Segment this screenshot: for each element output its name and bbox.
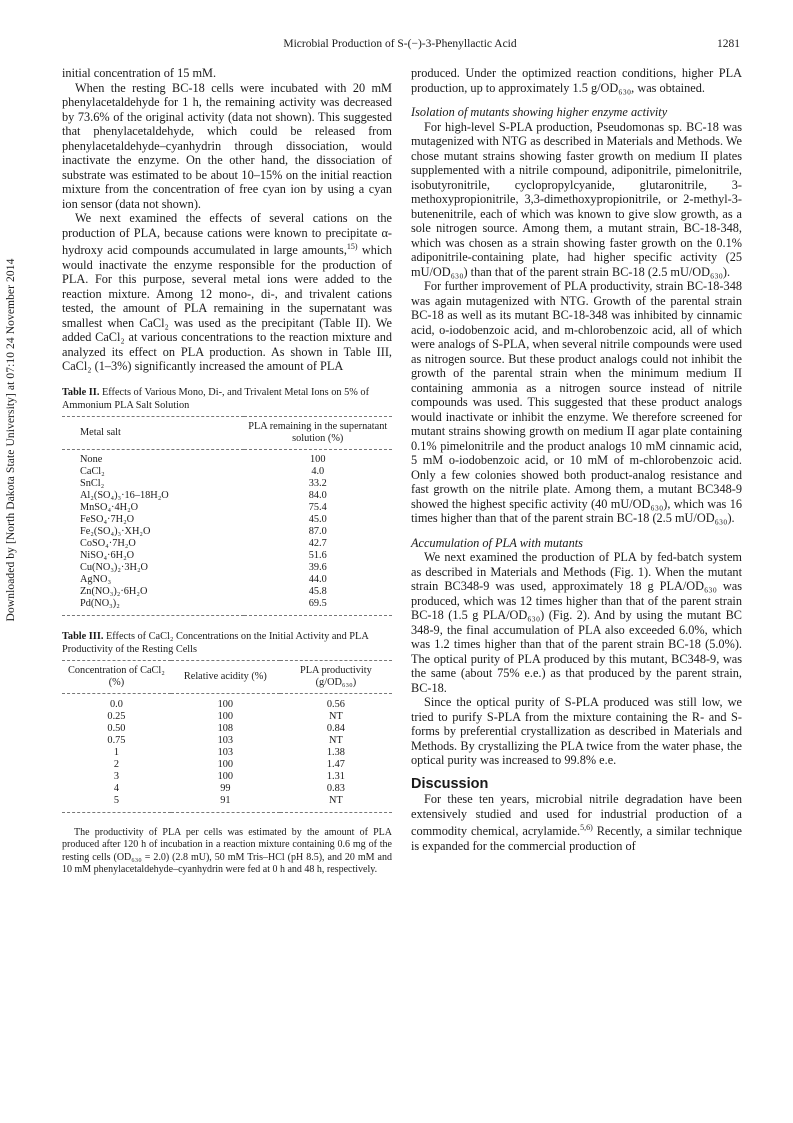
table3-header-acidity: Relative acidity (%) xyxy=(183,670,267,682)
table-row xyxy=(62,574,392,586)
table-row xyxy=(62,478,392,490)
prod-cell: NT xyxy=(329,710,343,722)
paragraph xyxy=(411,792,742,853)
table3 xyxy=(62,660,392,813)
table-row xyxy=(62,586,392,598)
conc-cell: 3 xyxy=(113,770,120,782)
acidity-cell: 100 xyxy=(217,770,234,782)
table-row xyxy=(62,466,392,478)
table-row xyxy=(62,526,392,538)
prod-cell: 0.56 xyxy=(326,698,345,710)
acidity-cell: 91 xyxy=(220,794,231,806)
table-row xyxy=(62,550,392,562)
acidity-cell: 103 xyxy=(217,746,234,758)
metal-salt-cell: Cu(NO₃)₂·3H₂O xyxy=(80,561,148,573)
reference-marker: 5,6) xyxy=(580,823,593,832)
table2 xyxy=(62,416,392,616)
pla-remaining-cell: 4.0 xyxy=(311,465,325,477)
metal-salt-cell: Pd(NO₃)₂ xyxy=(80,597,120,609)
right-column xyxy=(411,66,742,853)
table2-label: Table II. xyxy=(62,386,100,398)
pla-remaining-cell: 42.7 xyxy=(308,537,327,549)
table2-caption xyxy=(62,386,392,412)
prod-cell: 1.38 xyxy=(326,746,345,758)
pla-remaining-cell: 84.0 xyxy=(308,489,327,501)
text-run: For these ten years, microbial nitrile degradation have been extensively studied and used for industrial production of a commodity chemical, acrylamide. xyxy=(411,792,742,838)
metal-salt-cell: Zn(NO₃)₂·6H₂O xyxy=(80,585,148,597)
table-row xyxy=(62,795,392,807)
table-row xyxy=(62,735,392,747)
table3-footnote: The productivity of PLA per cells was estimated by the amount of PLA produced after 120 h of incubation in a reaction mixture containing 0.6 mg of the resting cells (OD₆₃₀ = 2.0) (2.8 mU), 50 mM Tris–HCl (pH 8.5), and 20 mM and 10 mM phenylacetaldehyde–cyanhydrin were fed at 0 h and 48 h, respectively. xyxy=(62,826,392,875)
table-row xyxy=(62,723,392,735)
prod-cell: 1.47 xyxy=(326,758,345,770)
metal-salt-cell: Fe₂(SO₄)₃·XH₂O xyxy=(80,525,151,537)
metal-salt-cell: FeSO₄·7H₂O xyxy=(80,513,135,525)
conc-cell: 0.75 xyxy=(107,734,126,746)
table-row xyxy=(62,783,392,795)
table2-header-remaining: PLA remaining in the supernatant solution (%) xyxy=(248,420,388,444)
metal-salt-cell: CaCl₂ xyxy=(80,465,105,477)
table-row xyxy=(62,502,392,514)
text-run: We next examined the effects of several cations on the production of PLA, because cations were known to precipitate α-hydroxy acid compounds accumulated in large amounts, xyxy=(62,211,392,257)
page-number: 1281 xyxy=(717,38,740,50)
metal-salt-cell: None xyxy=(80,453,103,465)
acidity-cell: 100 xyxy=(217,758,234,770)
table-row xyxy=(62,747,392,759)
table3-header-conc: Concentration of CaCl₂ (%) xyxy=(68,664,165,688)
table-row xyxy=(62,538,392,550)
reference-marker: 15) xyxy=(346,242,358,251)
table3-body xyxy=(62,693,392,812)
metal-salt-cell: CoSO₄·7H₂O xyxy=(80,537,136,549)
metal-salt-cell: NiSO₄·6H₂O xyxy=(80,549,135,561)
paragraph: When the resting BC-18 cells were incubated with 20 mM phenylacetaldehyde for 1 h, the remaining activity was decreased by 73.6% of the original activity (data not shown). This suggested that phenylacetaldehyde, which could be released from phenylacetaldehyde–cyanhydrin through dissociation, would inactivate the enzyme. On the other hand, the dissociation of substrate was estimated to be about 10–15% on the initial reaction mixture from the concentration of free cyan ion by using a cyan ion sensor (data not shown). xyxy=(62,80,392,211)
table-row xyxy=(62,711,392,723)
left-column xyxy=(62,66,392,877)
pla-remaining-cell: 33.2 xyxy=(308,477,327,489)
metal-salt-cell: SnCl₂ xyxy=(80,477,105,489)
acidity-cell: 108 xyxy=(217,722,234,734)
conc-cell: 4 xyxy=(113,782,120,794)
table-row xyxy=(62,771,392,783)
pla-remaining-cell: 44.0 xyxy=(308,573,327,585)
prod-cell: 1.31 xyxy=(326,770,345,782)
prod-cell: 0.83 xyxy=(326,782,345,794)
subsection-heading: Accumulation of PLA with mutants xyxy=(411,535,583,550)
prod-cell: NT xyxy=(329,734,343,746)
subsection-heading: Isolation of mutants showing higher enzyme activity xyxy=(411,105,668,119)
table-spacer xyxy=(62,610,392,616)
acidity-cell: 100 xyxy=(217,698,234,710)
table-row xyxy=(62,514,392,526)
conc-cell: 0.0 xyxy=(110,698,123,710)
paragraph: For further improvement of PLA productivity, strain BC-18-348 was again mutagenized with NTG. Growth of the parental strain BC-18 as well as its mutant BC-18-348 was inhibited by cinnamic acid, o-iodobenzoic acid, and m-chlorobenzoic acid, all of which were analogs of S-PLA, when several nitrile compounds were used as nitrogen source. But these product analogs could not inhibit the growth of the parental strain when the minimum medium II containing ammonia as a nitrogen source instead of nitrile compounds was used. This suggested that these product analogs would inactivate or inhibit the enzyme. We therefore screened for mutant strains showing growth on medium II agar plate containing 0.1% pimelonitrile and the product analogs 10 mM cinnamic acid, 5 mM o-iodobenzoic acid, or 10 mM of m-chlorobenzoic acid. Only a few colonies showed both product-analog resistance and fast growth on the nitrile plate. Among them, a mutant BC348-9 showed the highest specific activity (40 mU/OD₆₃₀), which was 16 times higher than that of the parent strain BC-18 (2.5 mU/OD₆₃₀). xyxy=(411,279,742,525)
download-watermark xyxy=(2,260,20,620)
acidity-cell: 100 xyxy=(217,710,234,722)
running-title: Microbial Production of S-(−)-3-Phenyllactic Acid xyxy=(283,38,517,50)
table-row xyxy=(62,598,392,610)
table-row xyxy=(62,693,392,711)
pla-remaining-cell: 100 xyxy=(310,453,326,465)
table-row xyxy=(62,562,392,574)
acidity-cell: 103 xyxy=(217,734,234,746)
prod-cell: 0.84 xyxy=(326,722,345,734)
table2-body xyxy=(62,449,392,615)
table2-header-salt: Metal salt xyxy=(80,426,121,438)
section-heading: Discussion xyxy=(411,775,489,792)
paragraph: For high-level S-PLA production, Pseudomonas sp. BC-18 was mutagenized with NTG as described in Materials and Methods. We chose mutant strains showing faster growth on medium II plates supplemented with a nitrile compound, adiponitrile, pimelonitrile, isobutyronitrile, cyclopropylcyanide, glutaronitrile, 3-methoxypropionitrile, 3,3-dimethoxypropionitrile, or 2-methyl-3-butenenitrile, each of which was known to give slow growth, as a sole nitrogen source. Among them, a mutant strain, BC-18-348, which was chosen as a strain showing faster growth on the 0.1% adiponitrile-containing plate, had higher specific activity (25 mU/OD₆₃₀) than that of the parent strain BC-18 (2.5 mU/OD₆₃₀). xyxy=(411,119,742,279)
paragraph: produced. Under the optimized reaction conditions, higher PLA production, up to approximately 1.5 g/OD₆₃₀, was obtained. xyxy=(411,66,742,95)
conc-cell: 5 xyxy=(113,794,120,806)
table3-caption-text: Effects of CaCl₂ Concentrations on the Initial Activity and PLA Productivity of the Resting Cells xyxy=(62,630,369,655)
table2-caption-text: Effects of Various Mono, Di-, and Trivalent Metal Ions on 5% of Ammonium PLA Salt Solution xyxy=(62,386,370,411)
table3-label: Table III. xyxy=(62,630,104,642)
conc-cell: 1 xyxy=(113,746,120,758)
conc-cell: 0.25 xyxy=(107,710,126,722)
pla-remaining-cell: 51.6 xyxy=(308,549,327,561)
pla-remaining-cell: 75.4 xyxy=(308,501,327,513)
paragraph xyxy=(62,211,392,374)
pla-remaining-cell: 69.5 xyxy=(308,597,327,609)
conc-cell: 2 xyxy=(113,758,120,770)
table-row xyxy=(62,759,392,771)
paragraph: We next examined the production of PLA by fed-batch system as described in Materials and Methods (Fig. 1). When the mutant strain BC348-9 was used, approximately 18 g PLA/OD₆₃₀ was produced, which was 12 times higher than that of the parent strain BC-18 (1.5 g PLA/OD₆₃₀) (Fig. 2). And by using the mutant BC 348-9, the final accumulation of PLA also exceeded 6.0%, which was 1.2 times higher than that of the parent strain BC-18 (5.0%). The optical purity of PLA produced by this mutant, BC348-9, was the same (about 75% e.e.) as that produced by the parent strain, BC-18. xyxy=(411,550,742,695)
pla-remaining-cell: 45.0 xyxy=(308,513,327,525)
text-run: Recently, a similar technique is expanded for the commercial production of xyxy=(411,824,742,853)
paragraph: initial concentration of 15 mM. xyxy=(62,66,217,80)
paragraph: Since the optical purity of S-PLA produced was still low, we tried to purify S-PLA from the mixture containing the R- and S-forms by preferential crystallization as described in Materials and Methods. By crystallizing the PLA twice from the water phase, the optical purity was increased to 99.8% e.e. xyxy=(411,695,742,767)
metal-salt-cell: AgNO₃ xyxy=(80,573,112,585)
running-header xyxy=(60,38,740,54)
table-spacer xyxy=(62,807,392,813)
download-notice: Downloaded by [North Dakota State University] at 07:10 24 November 2014 xyxy=(5,258,17,622)
pla-remaining-cell: 87.0 xyxy=(308,525,327,537)
metal-salt-cell: Al₂(SO₄)₃·16–18H₂O xyxy=(80,489,169,501)
table-row xyxy=(62,449,392,466)
table3-caption xyxy=(62,630,392,656)
prod-cell: NT xyxy=(329,794,343,806)
pla-remaining-cell: 39.6 xyxy=(308,561,327,573)
table-row xyxy=(62,490,392,502)
table3-header-productivity: PLA productivity (g/OD₆₃₀) xyxy=(299,664,372,688)
text-run: which would inactivate the enzyme responsible for the production of PLA. For this purpose, several metal ions were added to the reaction mixture. Among 12 mono-, di-, and trivalent cations tested, the amount of PLA remaining in the supernatant was smallest when CaCl₂ was used as the precipitant (Table II). We added CaCl₂ at various concentrations to the reaction mixture and analyzed its effect on PLA production. As shown in Table III, CaCl₂ (1–3%) significantly increased the amount of PLA xyxy=(62,243,392,373)
metal-salt-cell: MnSO₄·4H₂O xyxy=(80,501,139,513)
conc-cell: 0.50 xyxy=(107,722,126,734)
acidity-cell: 99 xyxy=(220,782,231,794)
pla-remaining-cell: 45.8 xyxy=(308,585,327,597)
